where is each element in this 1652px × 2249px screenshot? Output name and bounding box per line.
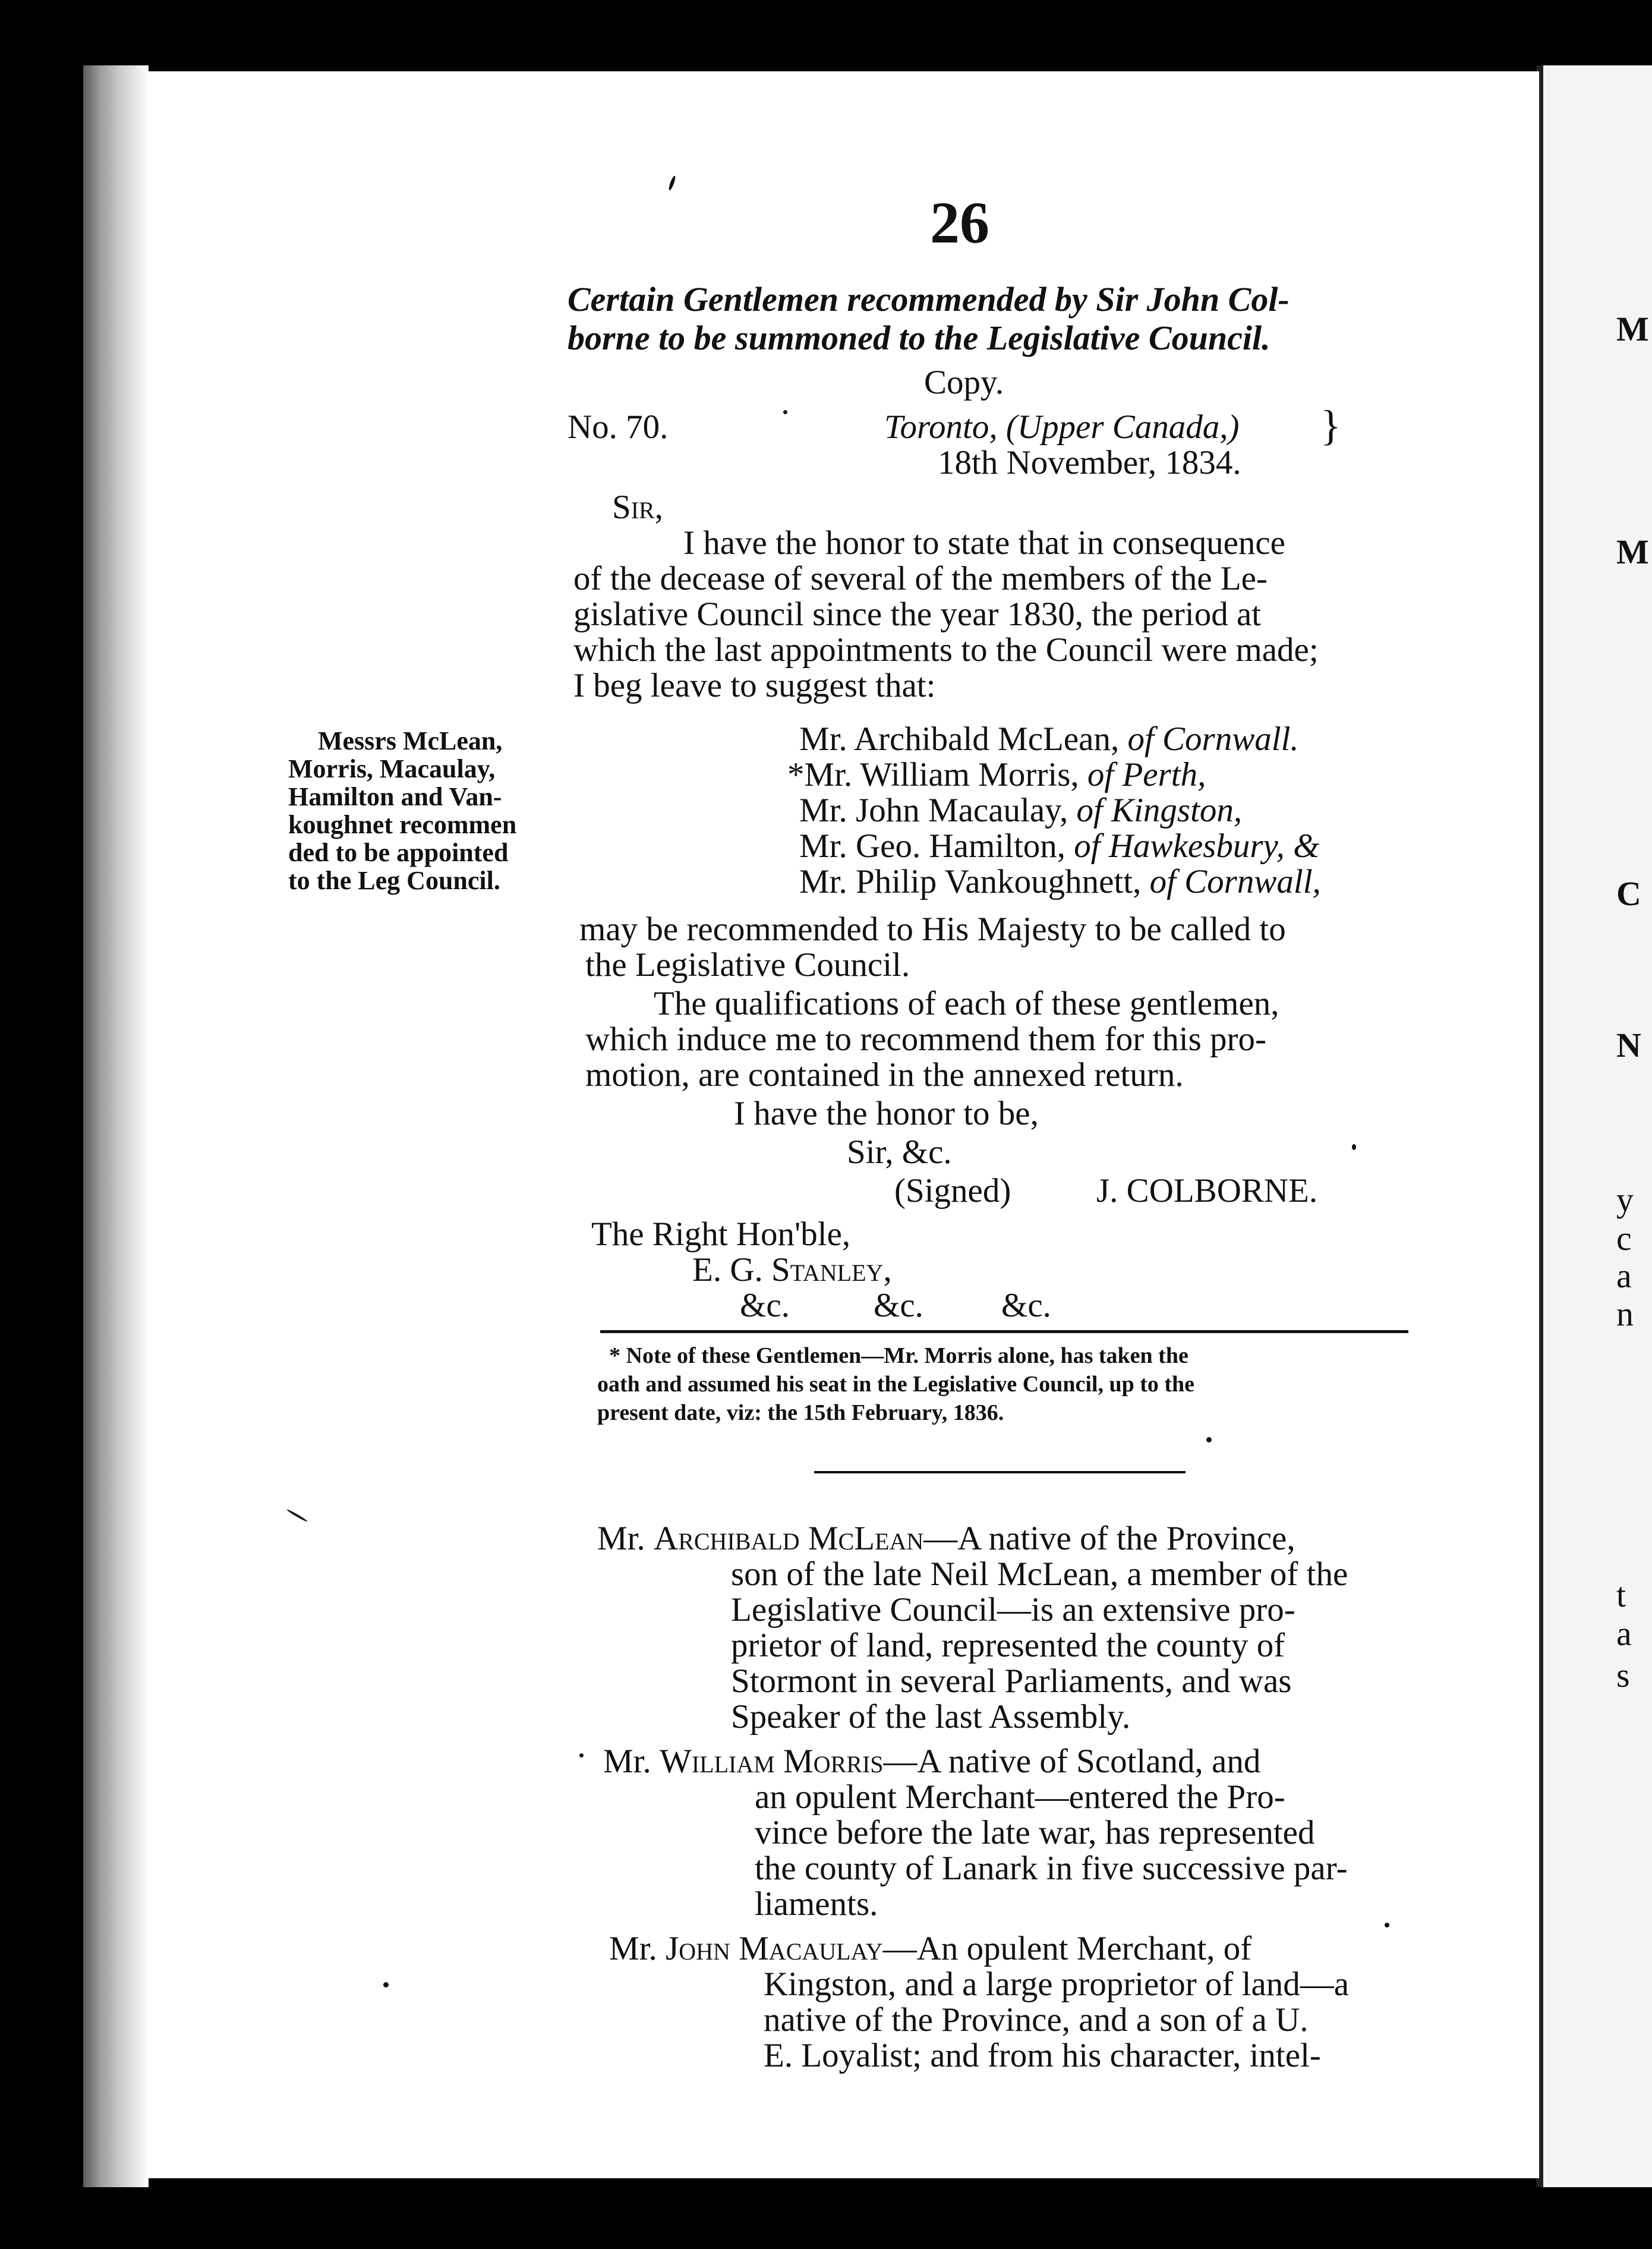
ink-speck <box>383 1982 389 1987</box>
biography-line: E. Loyalist; and from his character, intel- <box>764 2037 1321 2074</box>
body-line: gislative Council since the year 1830, the period at <box>573 596 1262 633</box>
biography-text: —An opulent Merchant, of <box>882 1930 1252 1967</box>
facing-page-edge <box>1543 65 1652 2187</box>
closing-sir: Sir, &c. <box>847 1133 952 1171</box>
salutation: Sir, <box>612 489 663 526</box>
biography-line: liaments. <box>755 1885 878 1923</box>
biography-line: native of the Province, and a son of a U. <box>764 2001 1309 2039</box>
closing-honor: I have the honor to be, <box>734 1095 1039 1132</box>
footnote-rule <box>600 1330 1408 1333</box>
place-line: Toronto, (Upper Canada,) <box>884 408 1240 446</box>
body-line: may be recommended to His Majesty to be called to <box>579 911 1286 948</box>
biography-text: —A native of Scotland, and <box>883 1743 1261 1780</box>
biography-name: William Morris <box>660 1743 884 1780</box>
biography-line: Stormont in several Parliaments, and was <box>731 1662 1292 1700</box>
body-line: I beg leave to suggest that: <box>573 667 936 704</box>
facing-page-letter: a <box>1616 1614 1632 1653</box>
ink-speck <box>783 410 787 414</box>
nominee-line <box>799 865 1321 899</box>
addressee-etc: &c. <box>1001 1287 1051 1324</box>
page-edge-shadow <box>83 65 149 2187</box>
biography-title: Mr. <box>603 1743 651 1780</box>
margin-note-line: Messrs McLean, <box>318 726 503 755</box>
nominee-line <box>799 722 1299 756</box>
margin-note-line: Hamilton and Van- <box>288 782 502 811</box>
nominee-place: of Kingston, <box>1076 792 1243 829</box>
biography-first-line <box>603 1744 1260 1778</box>
facing-page-letter: C <box>1616 874 1641 913</box>
body-line: motion, are contained in the annexed return. <box>585 1056 1184 1094</box>
nominee-place: of Hawkesbury, & <box>1074 827 1320 865</box>
ink-speck <box>579 1753 584 1757</box>
facing-page-letter: M <box>1616 533 1649 571</box>
nominee-name: *Mr. William Morris, <box>787 756 1079 793</box>
margin-note-line: to the Leg Council. <box>288 866 500 895</box>
biography-line: son of the late Neil McLean, a member of the <box>731 1555 1348 1593</box>
copy-label: Copy. <box>924 364 1004 401</box>
margin-note-line: Morris, Macaulay, <box>288 754 496 783</box>
letter-number: No. 70. <box>568 408 669 446</box>
biography-line: Legislative Council—is an extensive pro- <box>731 1591 1295 1629</box>
heading-line-2: borne to be summoned to the Legislative Council. <box>568 319 1270 357</box>
body-line: I have the honor to state that in consequence <box>683 524 1285 562</box>
body-line: which induce me to recommend them for this pro- <box>585 1020 1267 1058</box>
addressee-line-2: E. G. Stanley, <box>692 1251 892 1289</box>
footnote-line: present date, viz: the 15th February, 1836. <box>597 1400 1004 1425</box>
page-number: 26 <box>930 190 989 256</box>
facing-page-letter: a <box>1616 1256 1632 1295</box>
biography-line: Speaker of the last Assembly. <box>731 1698 1131 1735</box>
ink-speck <box>1206 1437 1212 1442</box>
facing-page-letter: c <box>1616 1219 1632 1258</box>
closing-signed: (Signed) <box>894 1172 1011 1209</box>
nominee-place: of Perth, <box>1087 756 1206 793</box>
addressee-etc: &c. <box>874 1287 923 1324</box>
facing-page-letter: n <box>1616 1294 1634 1333</box>
biography-first-line <box>609 1932 1251 1965</box>
ink-speck <box>1385 1923 1389 1927</box>
body-line: The qualifications of each of these gentlemen, <box>654 985 1279 1022</box>
nominee-name: Mr. John Macaulay, <box>799 792 1068 829</box>
signature: J. COLBORNE. <box>1096 1172 1318 1209</box>
body-line: of the decease of several of the members of the Le- <box>573 560 1268 597</box>
addressee-etc: &c. <box>740 1287 790 1324</box>
ink-speck <box>1352 1144 1356 1150</box>
facing-page-letter: t <box>1616 1576 1626 1614</box>
margin-note-line: ded to be appointed <box>288 838 509 867</box>
nominee-place: of Cornwall, <box>1149 863 1321 900</box>
nominee-line <box>799 829 1320 863</box>
biography-text: —A native of the Province, <box>923 1520 1295 1557</box>
margin-note-line: koughnet recommen <box>288 810 517 839</box>
biography-line: an opulent Merchant—entered the Pro- <box>755 1778 1285 1816</box>
biography-line: prietor of land, represented the county of <box>731 1627 1285 1664</box>
nominee-line <box>787 758 1206 792</box>
date-line: 18th November, 1834. <box>938 444 1241 481</box>
section-rule <box>814 1471 1186 1473</box>
body-line: the Legislative Council. <box>585 946 910 984</box>
biography-name: Archibald McLean <box>654 1520 924 1557</box>
nominee-line <box>799 793 1242 827</box>
facing-page-letter: N <box>1616 1026 1641 1064</box>
biography-line: Kingston, and a large proprietor of land—a <box>764 1965 1350 2003</box>
facing-page-letter: y <box>1616 1180 1634 1219</box>
facing-page-letter: M <box>1616 310 1649 348</box>
body-line: which the last appointments to the Council were made; <box>573 631 1319 669</box>
biography-name: John Macaulay <box>666 1930 883 1967</box>
biography-title: Mr. <box>609 1930 657 1967</box>
biography-line: the county of Lanark in five successive par- <box>755 1850 1348 1887</box>
heading-line-1: Certain Gentlemen recommended by Sir John Col- <box>568 280 1290 319</box>
nominee-place: of Cornwall. <box>1127 720 1299 758</box>
footnote-line: * Note of these Gentlemen—Mr. Morris alone, has taken the <box>609 1343 1188 1368</box>
footnote-line: oath and assumed his seat in the Legislative Council, up to the <box>597 1372 1195 1397</box>
nominee-name: Mr. Philip Vankoughnett, <box>799 863 1142 900</box>
nominee-name: Mr. Archibald McLean, <box>799 720 1120 758</box>
biography-title: Mr. <box>597 1520 645 1557</box>
biography-first-line <box>597 1522 1295 1555</box>
facing-page-letter: s <box>1616 1656 1630 1694</box>
addressee-line-1: The Right Hon'ble, <box>591 1215 851 1253</box>
biography-line: vince before the late war, has represented <box>755 1814 1315 1851</box>
nominee-name: Mr. Geo. Hamilton, <box>799 827 1066 865</box>
date-brace: } <box>1320 402 1341 449</box>
